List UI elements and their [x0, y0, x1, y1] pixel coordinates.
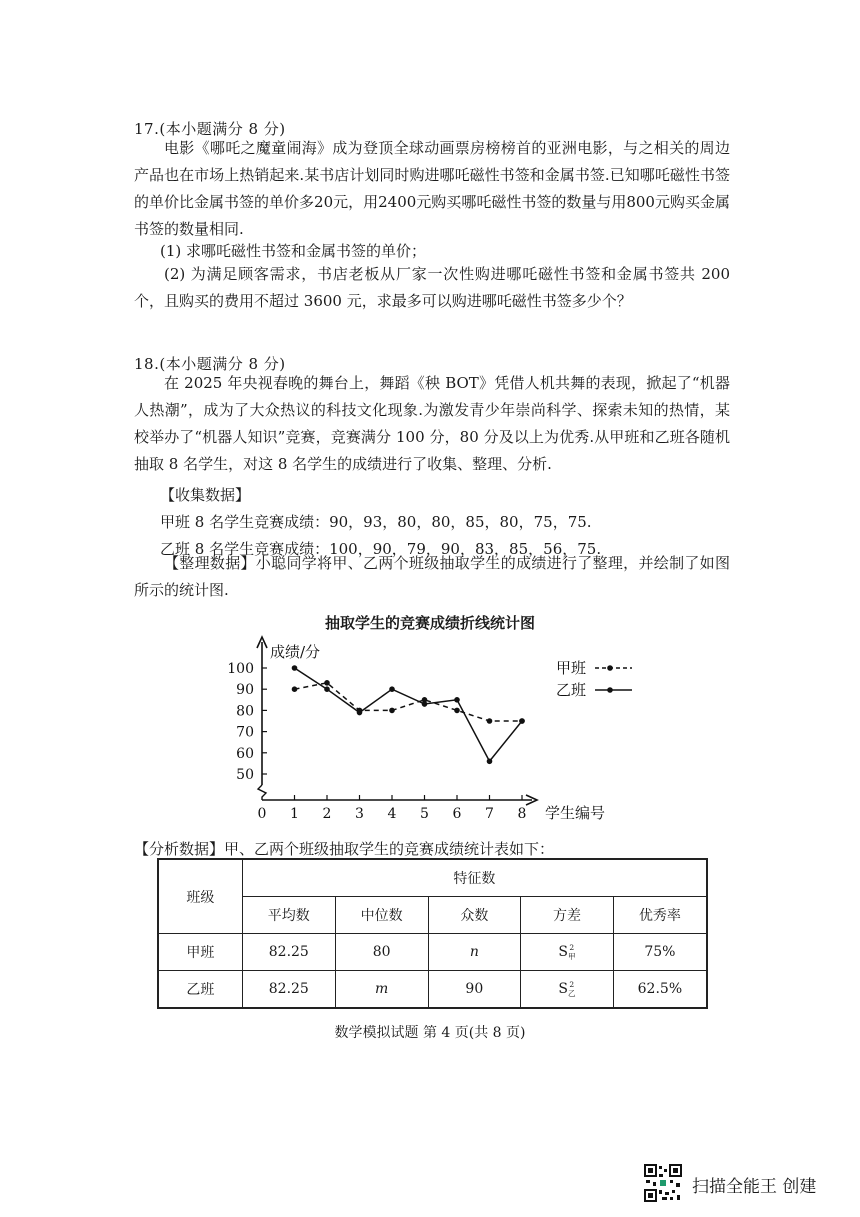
x-axis-label: 学生编号 — [545, 804, 606, 822]
qr-code-icon — [644, 1164, 682, 1202]
x-tick-label: 8 — [517, 806, 527, 822]
data-point — [292, 686, 298, 692]
q17-stem: 电影《哪吒之魔童闹海》成为登顶全球动画票房榜榜首的亚洲电影，与之相关的周边产品也在市场上热销起来.某书店计划同时购进哪吒磁性书签和金属书签.已知哪吒磁性书签的单价比金属书签的单价多20元，用2400元购买哪吒磁性书签的数量与用800元购买金属书签的数量相同. — [134, 139, 730, 238]
page-footer: 数学模拟试题 第 4 页(共 8 页) — [334, 1025, 526, 1041]
variance-sub: 甲 — [568, 952, 576, 961]
row-label: 乙班 — [158, 971, 242, 1009]
x-tick-label: 3 — [355, 806, 364, 822]
q17-part2: (2) 为满足顾客需求，书店老板从厂家一次性购进哪吒磁性书签和金属书签共 200 个，且购买的费用不超过 3600 元，求最多可以购进哪吒磁性书签多少个？ — [134, 265, 730, 310]
collect-data-heading: 【收集数据】 — [160, 486, 251, 504]
cell-median — [335, 971, 428, 1009]
data-point — [422, 701, 428, 707]
data-point — [357, 710, 363, 716]
x-tick-label: 7 — [485, 806, 494, 822]
axis-break — [258, 785, 266, 800]
x-tick-label: 2 — [322, 806, 332, 822]
y-tick-label: 60 — [236, 745, 254, 762]
y-tick-label: 70 — [236, 724, 254, 741]
variance-base: S — [558, 944, 569, 960]
variance-base: S — [558, 981, 569, 997]
q18-stem: 在 2025 年央视春晚的舞台上，舞蹈《秧 BOT》凭借人机共舞的表现，掀起了“机器人热潮”，成为了大众热议的科技文化现象.为激发青少年崇尚科学、探索未知的热情，某校举办了“机器人知识”竞赛，竞赛满分 100 分，80 分及以上为优秀.从甲班和乙班各随机抽取 8 名学生，对这 8 名学生的成绩进行了收集、整理、分析. — [134, 374, 730, 473]
y-tick-label: 90 — [236, 682, 254, 699]
data-point — [454, 697, 460, 703]
variance-sup: 2 — [569, 980, 575, 989]
data-point — [454, 708, 460, 714]
organize-data-text: 【整理数据】小聪同学将甲、乙两个班级抽取学生的成绩进行了整理，并绘制了如图所示的统计图. — [134, 554, 730, 599]
y-tick-label: 80 — [236, 703, 254, 720]
cell-variance — [521, 934, 614, 971]
legend-marker — [607, 665, 613, 671]
class-header-cell: 班级 — [158, 859, 242, 934]
scanner-watermark — [644, 1164, 844, 1200]
cell-mode: 90 — [428, 971, 521, 1009]
x-tick-label: 1 — [290, 806, 299, 822]
col-mode-header: 众数 — [428, 897, 521, 934]
legend-label: 乙班 — [556, 681, 587, 699]
x-tick-label: 6 — [452, 806, 462, 822]
q17-part1: (1) 求哪吒磁性书签和金属书签的单价； — [160, 242, 427, 260]
median-variable: m — [375, 981, 389, 997]
data-point — [487, 718, 493, 724]
mode-variable: n — [469, 944, 479, 960]
table-row — [158, 934, 707, 971]
data-point — [389, 686, 395, 692]
q17-heading: 17.(本小题满分 8 分) — [134, 120, 286, 138]
x-tick-label: 0 — [257, 806, 267, 822]
scanner-label: 扫描全能王 创建 — [692, 1177, 817, 1197]
cell-mean: 82.25 — [242, 971, 335, 1009]
legend-marker — [607, 687, 613, 693]
data-point — [487, 758, 493, 764]
cell-rate: 75% — [613, 934, 707, 971]
cell-variance — [521, 971, 614, 1009]
class-b-scores: 乙班 8 名学生竞赛成绩：100，90，79，90，83，85，56，75. — [160, 540, 602, 558]
col-rate-header: 优秀率 — [613, 897, 707, 934]
y-tick-label: 100 — [227, 661, 254, 677]
class-a-scores: 甲班 8 名学生竞赛成绩：90，93，80，80，85，80，75，75. — [160, 513, 592, 531]
variance-sup: 2 — [569, 943, 575, 952]
data-point — [519, 718, 525, 724]
data-point — [292, 665, 298, 671]
x-tick-label: 4 — [387, 806, 397, 822]
cell-mean: 82.25 — [242, 934, 335, 971]
row-label: 甲班 — [158, 934, 242, 971]
y-tick-label: 50 — [236, 767, 254, 783]
cell-median: 80 — [335, 934, 428, 971]
data-point — [324, 680, 330, 686]
analyze-data-text: 【分析数据】甲、乙两个班级抽取学生的竞赛成绩统计表如下： — [134, 840, 555, 858]
col-median-header: 中位数 — [335, 897, 428, 934]
table-row — [158, 971, 707, 1009]
data-point — [389, 708, 395, 714]
legend-label: 甲班 — [556, 659, 587, 677]
stats-table — [157, 858, 708, 1009]
variance-sub: 乙 — [568, 989, 576, 998]
chart-title: 抽取学生的竞赛成绩折线统计图 — [324, 614, 535, 632]
cell-rate: 62.5% — [613, 971, 707, 1009]
cell-mode — [428, 934, 521, 971]
group-header-cell: 特征数 — [242, 859, 707, 897]
x-tick-label: 5 — [420, 806, 429, 822]
col-mean-header: 平均数 — [242, 897, 335, 934]
col-variance-header: 方差 — [521, 897, 614, 934]
y-axis-label: 成绩/分 — [270, 643, 321, 661]
q18-heading: 18.(本小题满分 8 分) — [134, 355, 286, 373]
data-point — [324, 686, 330, 692]
